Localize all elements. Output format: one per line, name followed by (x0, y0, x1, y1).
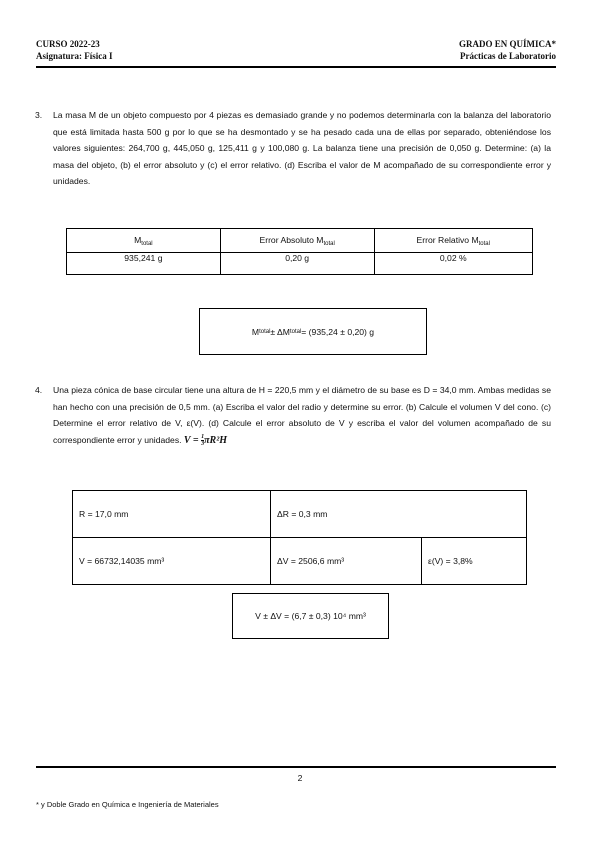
rel-error-header-cell: Error Relativo $M_{total}$ (374, 229, 532, 253)
subject: Asignatura: Física I (36, 51, 113, 61)
mass-table-header-row (67, 229, 533, 253)
mass-table-value-row (67, 253, 533, 275)
mass-value-cell: 935,241 g (67, 253, 221, 275)
mass-header-cell: $M_{total}$ (67, 229, 221, 253)
page-number: 2 (297, 773, 303, 783)
radius-cell: R = 17,0 mm (73, 491, 271, 538)
rel-error-value-cell: 0,02 % (374, 253, 532, 275)
cone-table (72, 490, 527, 585)
volume-result-box: V ± ΔV = (6,7 ± 0,3) 10⁴ mm³ (232, 593, 389, 639)
radius-error-cell: ΔR = 0,3 mm (271, 491, 527, 538)
degree: GRADO EN QUÍMICA* (458, 39, 556, 49)
abs-error-header-cell: Error Absoluto $M_{total}$ (220, 229, 374, 253)
relative-error-cell: ε(V) = 3,8% (422, 538, 527, 585)
problem-4-number: 4. (35, 385, 43, 395)
problem-4 (35, 382, 551, 449)
cone-volume-formula: V = $\frac{1}{3}$ πR²H (183, 433, 227, 447)
problem-4-text: Una pieza cónica de base circular tiene una altura de H = 220,5 mm y el diámetro de su base es D = 34,0 mm. Ambas medidas se han hecho con una precisión de 0,5 mm. (a) Escriba el valor del radio y determine su error. (b) Calcule el volumen V del cono. (c) Determine el error relativo de V, ε(V). (d) Calcule el error absoluto de V y escriba el valor del volumen acompañado de su correspondiente error y unidades. (53, 385, 551, 445)
lab-practices: Prácticas de Laboratorio (460, 51, 556, 61)
mass-table (66, 228, 533, 275)
mass-result-box: M total ± ΔM total = (935,24 ± 0,20) g (199, 308, 427, 355)
problem-3 (35, 107, 551, 190)
footnote: * y Doble Grado en Química e Ingeniería de Materiales (36, 800, 219, 809)
footer-divider (36, 766, 556, 768)
header-right (459, 38, 556, 62)
problem-3-number: 3. (35, 110, 43, 120)
abs-error-value-cell: 0,20 g (220, 253, 374, 275)
cone-table-row-1 (73, 491, 527, 538)
header-left (36, 38, 113, 62)
problem-3-text: La masa M de un objeto compuesto por 4 piezas es demasiado grande y no podemos determinarla con la balanza del laboratorio que está limitada hasta 500 g por lo que se ha desmontado y se ha pesado cada una de ellas por separado, obteniéndose los valores siguientes: 264,700 g, 445,050 g, 125,411 g y 100,080 g. La balanza tiene una precisión de 0,050 g. Determine: (a) la masa del objeto, (b) el error absoluto y (c) el error relativo. (d) Escriba el valor de M acompañado de su correspondiente error y unidades. (53, 110, 551, 187)
course-year: CURSO 2022-23 (36, 39, 100, 49)
header-divider (36, 66, 556, 68)
volume-error-cell: ΔV = 2506,6 mm³ (271, 538, 422, 585)
cone-table-row-2 (73, 538, 527, 585)
volume-cell: V = 66732,14035 mm³ (73, 538, 271, 585)
